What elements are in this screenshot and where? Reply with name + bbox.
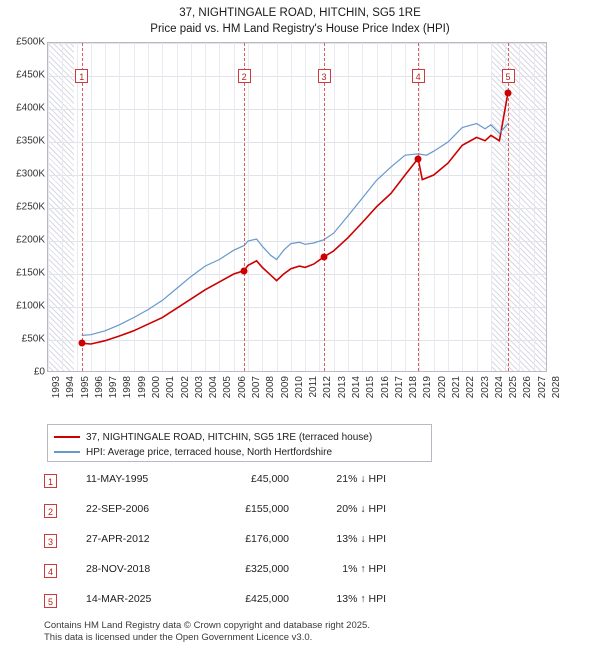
x-tick-label: 2021 (451, 376, 462, 399)
event-vertical-line (324, 43, 326, 371)
table-row (44, 500, 444, 530)
y-tick-label: £150K (16, 267, 45, 279)
row-price: £45,000 (251, 473, 289, 485)
plot-area (47, 42, 547, 372)
legend-swatch-hpi (54, 451, 80, 453)
event-point-marker (78, 340, 85, 347)
x-tick-label: 2017 (393, 376, 405, 399)
row-hpi-delta: 13% ↓ HPI (336, 533, 386, 545)
y-tick-label: £200K (16, 234, 45, 246)
line-hpi (82, 124, 508, 336)
row-price: £176,000 (245, 533, 289, 545)
footer-line-1: Contains HM Land Registry data © Crown copyright and database right 2025. (44, 620, 370, 631)
x-tick-label: 2018 (408, 376, 420, 399)
row-hpi-delta: 21% ↓ HPI (336, 473, 386, 485)
y-tick-label: £0 (33, 366, 45, 378)
x-tick-label: 2006 (236, 376, 248, 399)
row-date: 22-SEP-2006 (86, 503, 150, 515)
table-row (44, 470, 444, 500)
x-tick-label: 2028 (551, 376, 562, 399)
legend-label-price-paid: 37, NIGHTINGALE ROAD, HITCHIN, SG5 1RE (terraced house) (86, 431, 373, 443)
row-index-badge: 5 (44, 594, 57, 608)
event-index-badge: 4 (412, 69, 425, 83)
x-tick-label: 2025 (508, 376, 520, 399)
x-tick-label: 2015 (365, 376, 377, 399)
legend (47, 424, 432, 462)
legend-swatch-price-paid (54, 436, 80, 438)
footer-line-2: This data is licensed under the Open Government Licence v3.0. (44, 632, 313, 643)
y-tick-label: £500K (16, 36, 45, 48)
x-tick-label: 2008 (265, 376, 277, 399)
event-index-badge: 1 (75, 69, 88, 83)
legend-label-hpi: HPI: Average price, terraced house, North Hertfordshire (86, 446, 333, 458)
x-tick-label: 2009 (279, 376, 291, 399)
x-tick-label: 2026 (522, 376, 534, 399)
row-hpi-delta: 13% ↑ HPI (336, 593, 386, 605)
legend-item (54, 445, 425, 459)
y-tick-label: £400K (16, 102, 45, 114)
line-price-paid (82, 93, 508, 345)
x-tick-label: 2014 (351, 376, 362, 399)
row-date: 11-MAY-1995 (86, 473, 149, 485)
x-tick-label: 2007 (251, 376, 262, 399)
event-index-badge: 5 (502, 69, 515, 83)
x-tick-label: 2016 (379, 376, 391, 399)
page-title: 37, NIGHTINGALE ROAD, HITCHIN, SG5 1RE (179, 7, 421, 19)
x-tick-label: 2027 (536, 376, 548, 399)
x-tick-label: 1999 (136, 376, 148, 399)
table-row (44, 530, 444, 560)
x-tick-label: 2019 (422, 376, 434, 399)
row-index-badge: 4 (44, 564, 57, 578)
event-vertical-line (82, 43, 84, 371)
event-point-marker (415, 155, 422, 162)
y-tick-label: £250K (16, 201, 45, 213)
x-tick-label: 2005 (222, 376, 234, 399)
x-tick-label: 2020 (436, 376, 448, 399)
footer (44, 620, 584, 644)
x-tick-label: 2012 (322, 376, 334, 399)
legend-item (54, 430, 425, 444)
y-tick-label: £100K (16, 300, 45, 312)
x-tick-label: 2024 (493, 376, 505, 399)
series-lines (48, 43, 547, 372)
x-tick-label: 2003 (193, 376, 205, 399)
x-tick-label: 1996 (93, 376, 105, 399)
x-tick-label: 2022 (465, 376, 477, 399)
event-point-marker (321, 253, 328, 260)
x-tick-label: 2004 (208, 376, 220, 399)
event-point-marker (505, 89, 512, 96)
event-index-badge: 2 (238, 69, 251, 83)
row-date: 28-NOV-2018 (86, 563, 151, 575)
row-price: £425,000 (245, 593, 289, 605)
event-vertical-line (418, 43, 420, 371)
event-vertical-line (244, 43, 246, 371)
table-row (44, 590, 444, 620)
y-tick-label: £300K (16, 168, 45, 180)
x-tick-label: 2000 (151, 376, 162, 399)
x-tick-label: 2011 (308, 376, 320, 398)
x-tick-label: 1998 (122, 376, 134, 399)
row-hpi-delta: 20% ↓ HPI (336, 503, 386, 515)
row-price: £155,000 (245, 503, 289, 515)
page-subtitle: Price paid vs. HM Land Registry's House Price Index (HPI) (150, 23, 450, 35)
x-tick-label: 2002 (179, 376, 191, 399)
x-tick-label: 1994 (65, 376, 77, 399)
row-index-badge: 3 (44, 534, 57, 548)
row-hpi-delta: 1% ↑ HPI (342, 563, 386, 575)
event-index-badge: 3 (318, 69, 331, 83)
y-tick-label: £450K (16, 69, 45, 81)
event-point-marker (241, 267, 248, 274)
x-tick-label: 1995 (79, 376, 91, 399)
table-row (44, 560, 444, 590)
y-tick-label: £50K (21, 333, 45, 345)
row-date: 27-APR-2012 (86, 533, 150, 545)
row-date: 14-MAR-2025 (86, 593, 152, 605)
y-tick-label: £350K (16, 135, 45, 147)
x-tick-label: 2023 (479, 376, 491, 399)
row-index-badge: 2 (44, 504, 57, 518)
x-tick-label: 2013 (336, 376, 348, 399)
row-price: £325,000 (245, 563, 289, 575)
transactions-table (44, 470, 444, 620)
row-index-badge: 1 (44, 474, 57, 488)
x-tick-label: 1993 (51, 376, 62, 399)
x-tick-label: 1997 (108, 376, 120, 399)
x-tick-label: 2010 (293, 376, 305, 399)
x-tick-label: 2001 (165, 376, 177, 399)
